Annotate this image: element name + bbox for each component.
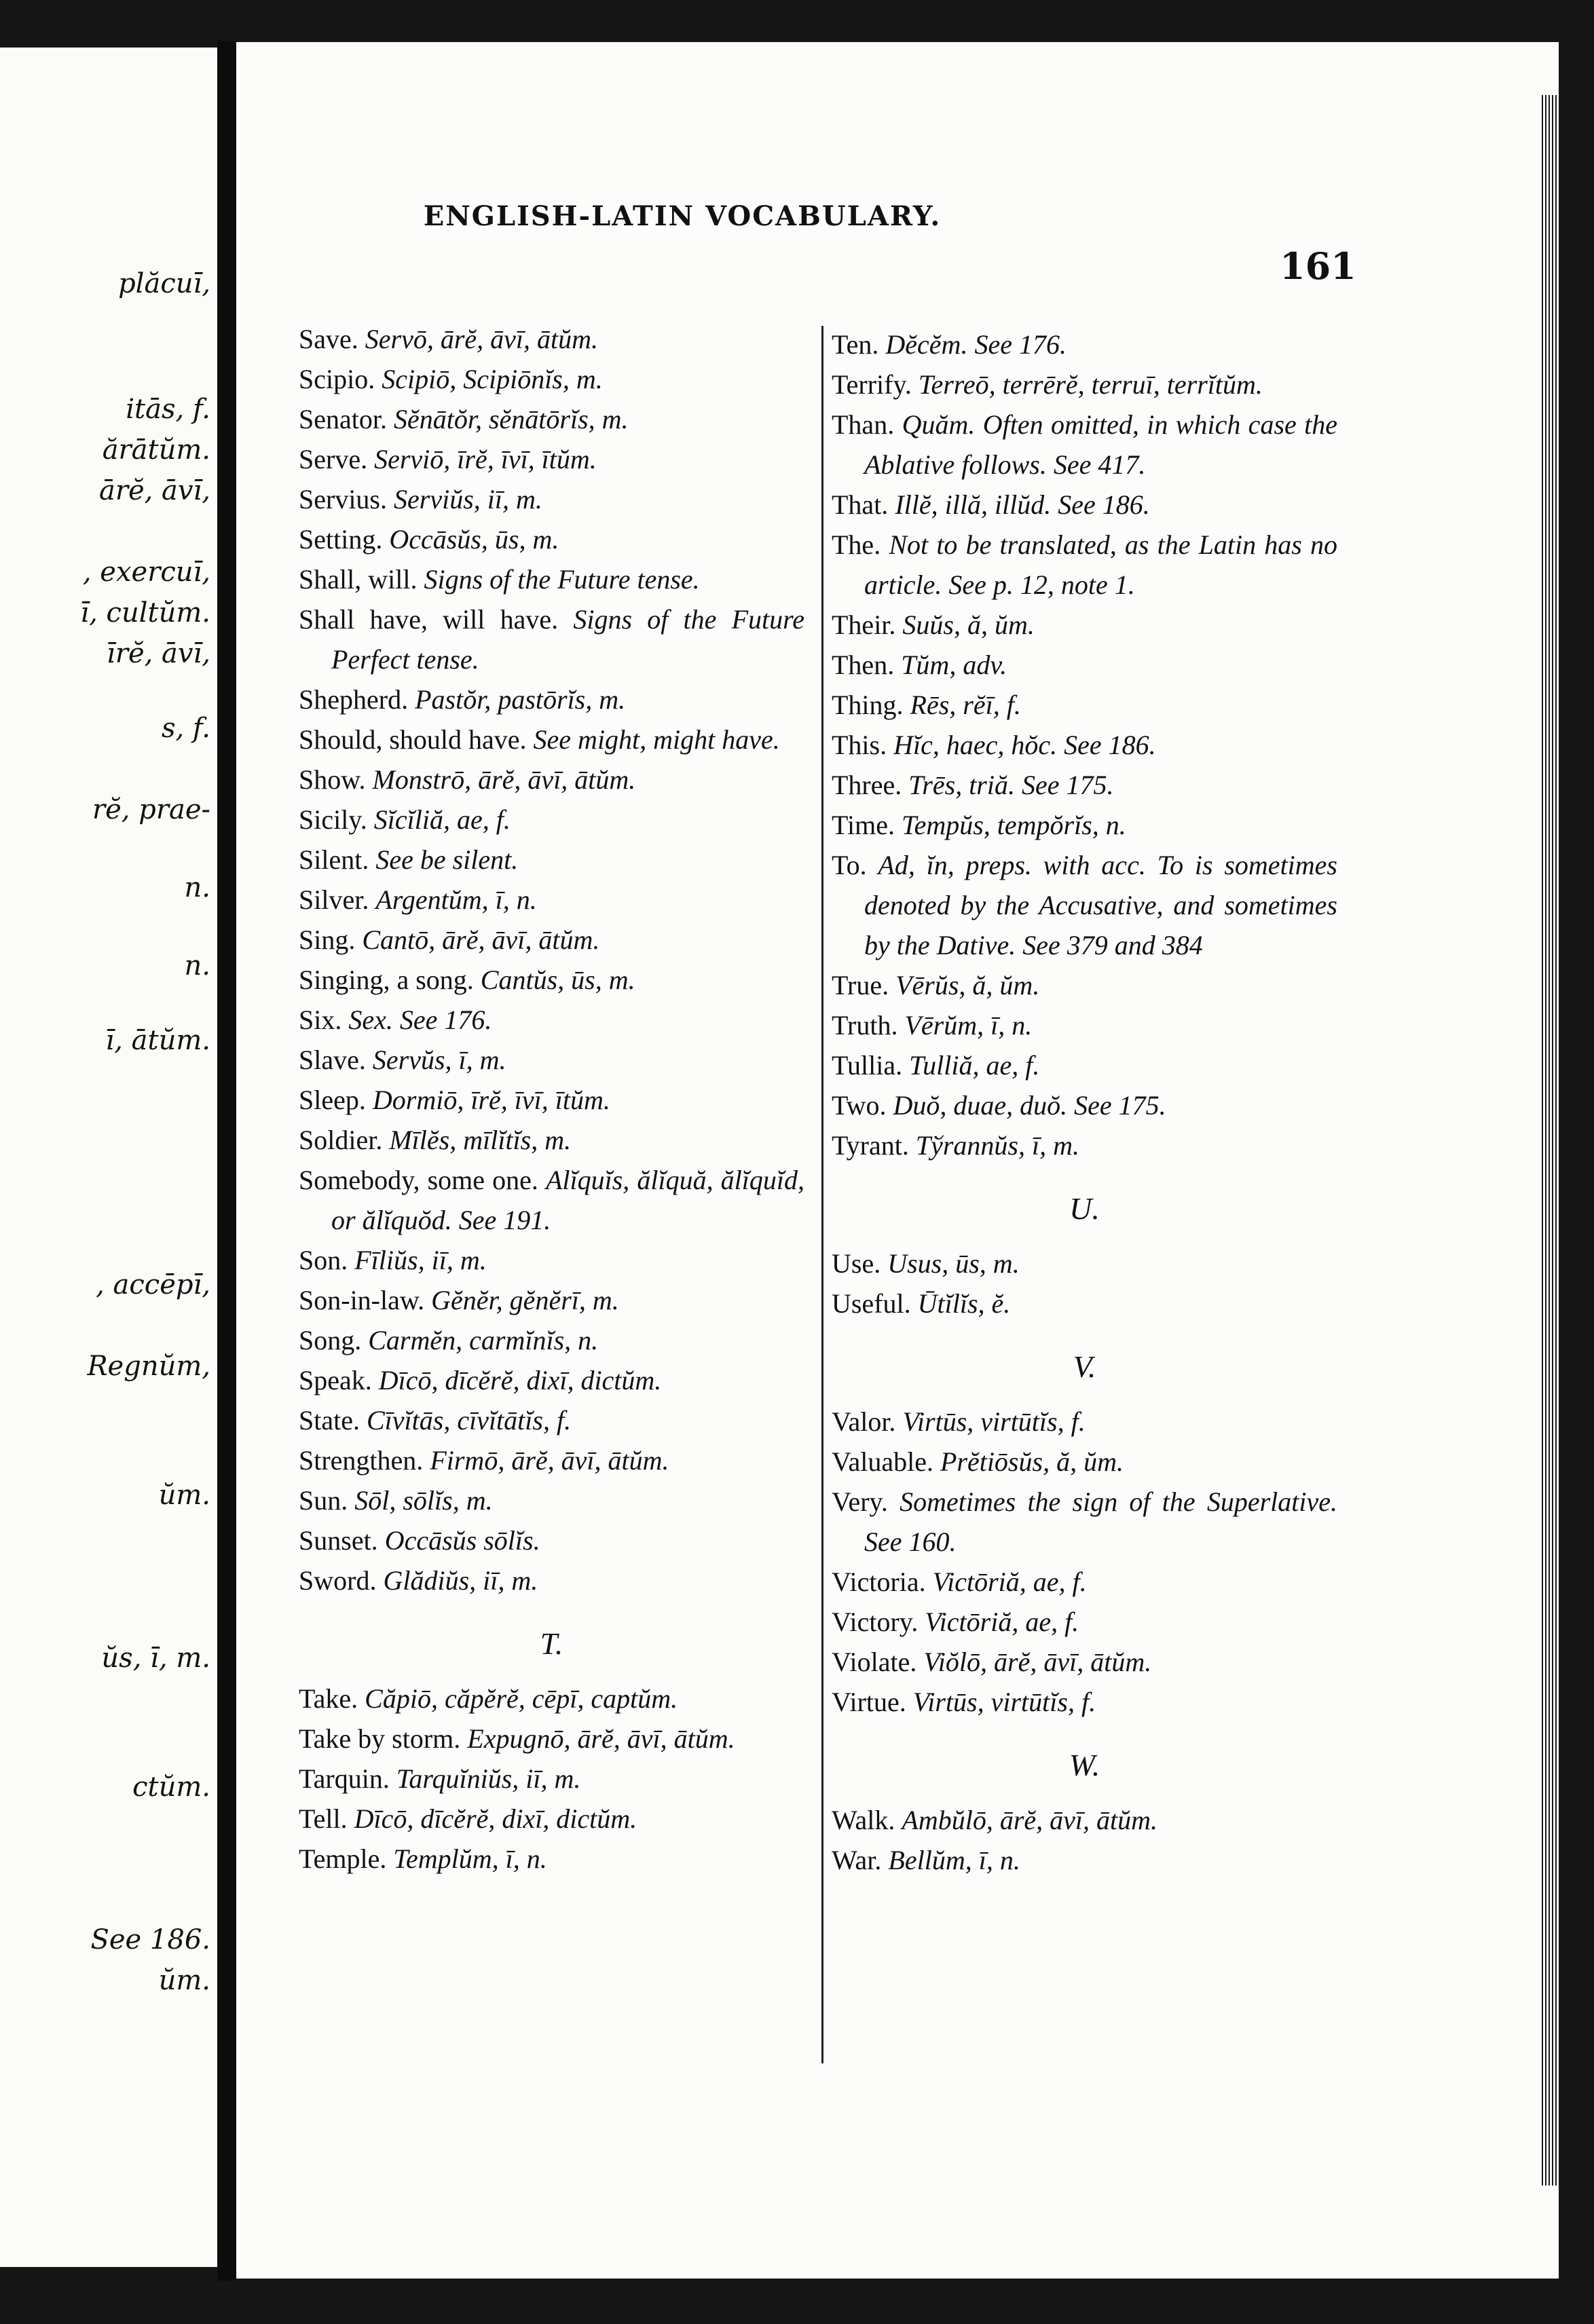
latin-definition: Serviŭs, iī, m. [394, 484, 542, 514]
vocab-entry [832, 845, 1337, 965]
english-headword: Thing. [832, 690, 904, 720]
english-headword: That. [832, 489, 889, 520]
letter-heading: T. [540, 1626, 563, 1661]
latin-definition: Cantŭs, ūs, m. [480, 964, 635, 995]
english-headword: True. [832, 970, 889, 1000]
vocab-entry [299, 479, 804, 519]
latin-definition: Vērŭs, ă, ŭm. [895, 970, 1040, 1000]
vocab-entry [832, 1005, 1337, 1045]
vocab-entry [299, 1040, 804, 1080]
left-page-line: Regnŭm, [87, 1351, 210, 1382]
latin-definition: Hĭc, haec, hŏc. See 186. [893, 730, 1156, 760]
vocab-entry [299, 1719, 804, 1759]
english-headword: Serve. [299, 444, 368, 474]
english-headword: Then. [832, 650, 895, 680]
vocab-entry [299, 920, 804, 960]
latin-definition: Prĕtiōsŭs, ă, ŭm. [940, 1446, 1124, 1477]
left-page-line: ī, cultŭm. [80, 597, 210, 629]
english-headword: Than. [832, 409, 895, 440]
english-headword: Singing, a song. [299, 964, 474, 995]
vocab-entry [299, 1120, 804, 1160]
latin-definition: Tўrannŭs, ī, m. [915, 1130, 1079, 1161]
vocab-entry [832, 525, 1337, 605]
english-headword: Sleep. [299, 1085, 366, 1115]
english-headword: Terrify. [832, 369, 912, 400]
latin-definition: Argentŭm, ī, n. [375, 884, 537, 915]
english-headword: Tyrant. [832, 1130, 909, 1161]
vocab-entry [299, 1320, 804, 1360]
vocab-entry [832, 405, 1337, 485]
latin-definition: Ad, ĭn, preps. with acc. To is sometimes denoted by the Accusative, and sometimes by the Dative. See 379 and 384 [864, 850, 1337, 960]
english-headword: Victory. [832, 1607, 919, 1637]
english-headword: Three. [832, 770, 902, 800]
vocab-entry [832, 1125, 1337, 1165]
latin-definition: Suŭs, ă, ŭm. [902, 610, 1035, 640]
english-headword: This. [832, 730, 887, 760]
vocab-entry [832, 1045, 1337, 1085]
english-headword: Save. [299, 324, 358, 354]
latin-definition: Sōl, sōlĭs, m. [354, 1485, 493, 1516]
left-page-line: rĕ, prae- [92, 794, 210, 825]
vocab-entry [299, 1000, 804, 1040]
latin-definition: Signs of the Future tense. [424, 564, 700, 595]
english-headword: Sword. [299, 1565, 377, 1596]
english-headword: Valor. [832, 1406, 896, 1437]
vocab-entry [832, 965, 1337, 1005]
vocab-entry [299, 1400, 804, 1440]
latin-definition: Sex. See 176. [348, 1005, 492, 1035]
latin-definition: Templŭm, ī, n. [393, 1843, 547, 1874]
vocab-entry [832, 1442, 1337, 1482]
vocab-entry [299, 519, 804, 559]
latin-definition: Viŏlō, ārĕ, āvī, ātŭm. [923, 1647, 1152, 1677]
latin-definition: Servō, ārĕ, āvī, ātŭm. [365, 324, 599, 354]
english-headword: Shepherd. [299, 684, 409, 715]
left-column [299, 319, 804, 1879]
book-gutter [217, 41, 236, 2281]
english-headword: To. [832, 850, 867, 880]
letter-heading: V. [1073, 1349, 1096, 1384]
latin-definition: Cīvĭtās, cīvĭtātĭs, f. [366, 1405, 572, 1436]
vocab-entry [832, 805, 1337, 845]
vocab-entry [299, 359, 804, 399]
english-headword: Senator. [299, 404, 387, 434]
english-headword: Victoria. [832, 1567, 926, 1597]
running-head: ENGLISH-LATIN VOCABULARY. [423, 200, 942, 232]
latin-definition: Signs of the Future Perfect tense. [331, 604, 805, 675]
latin-definition: Alĭquĭs, ălĭquă, ălĭquĭd, or ălĭquŏd. See 191. [331, 1165, 804, 1235]
vocab-entry [299, 840, 804, 880]
vocab-entry [832, 685, 1337, 725]
english-headword: Temple. [299, 1843, 387, 1874]
vocab-entry [299, 800, 804, 840]
left-page-line: ŭs, ī, m. [101, 1643, 210, 1674]
english-headword: Walk. [832, 1805, 895, 1835]
latin-definition: Serviō, īrĕ, īvī, ītŭm. [374, 444, 597, 474]
left-page-line: ŭm. [158, 1965, 210, 1996]
english-headword: The. [832, 529, 881, 560]
latin-definition: Virtūs, virtūtĭs, f. [902, 1406, 1086, 1437]
vocab-entry [299, 599, 804, 679]
english-headword: Six. [299, 1005, 342, 1035]
left-page-line: n. [184, 950, 210, 981]
latin-definition: Not to be translated, as the Latin has no article. See p. 12, note 1. [864, 529, 1338, 600]
latin-definition: Ambŭlō, ārĕ, āvī, ātŭm. [902, 1805, 1158, 1835]
left-page-line: See 186. [90, 1924, 210, 1955]
left-page-line: n. [184, 872, 210, 903]
latin-definition: Gĕnĕr, gĕnĕrī, m. [431, 1285, 619, 1315]
vocab-entry [832, 765, 1337, 805]
vocab-entry [832, 1682, 1337, 1722]
english-headword: Sunset. [299, 1525, 378, 1556]
vocab-entry [299, 1520, 804, 1560]
english-headword: Their. [832, 610, 896, 640]
left-page-line: ctŭm. [132, 1772, 210, 1803]
latin-definition: Bellŭm, ī, n. [888, 1845, 1020, 1875]
english-headword: Take. [299, 1683, 358, 1714]
english-headword: Sun. [299, 1485, 348, 1516]
latin-definition: Victōriă, ae, f. [932, 1567, 1087, 1597]
latin-definition: Căpiō, căpĕrĕ, cēpī, captŭm. [365, 1683, 678, 1714]
vocab-entry [299, 1280, 804, 1320]
english-headword: Time. [832, 810, 895, 840]
vocab-entry [832, 324, 1337, 364]
vocab-entry [832, 1283, 1337, 1324]
vocab-entry [299, 1759, 804, 1799]
english-headword: Scipio. [299, 364, 375, 394]
vocab-entry [299, 760, 804, 800]
latin-definition: Victōriă, ae, f. [925, 1607, 1079, 1637]
left-page-line: ărātŭm. [102, 434, 210, 466]
latin-definition: Firmō, ārĕ, āvī, ātŭm. [430, 1445, 669, 1476]
english-headword: War. [832, 1845, 882, 1875]
vocab-entry [832, 1562, 1337, 1602]
latin-definition: Sĕnātŏr, sĕnātōrĭs, m. [393, 404, 629, 434]
vocab-entry [832, 645, 1337, 685]
vocab-entry [299, 1480, 804, 1520]
vocab-entry [299, 1799, 804, 1839]
english-headword: Take by storm. [299, 1723, 461, 1754]
vocab-entry [299, 1360, 804, 1400]
latin-definition: Monstrō, ārĕ, āvī, ātŭm. [372, 764, 636, 795]
latin-definition: Expugnō, ārĕ, āvī, ātŭm. [467, 1723, 735, 1754]
latin-definition: Fīliŭs, iī, m. [354, 1245, 487, 1275]
english-headword: Ten. [832, 329, 879, 360]
left-page-line: , exercuī, [82, 557, 210, 588]
latin-definition: Tŭm, adv. [901, 650, 1007, 680]
latin-definition: Dīcō, dīcĕrĕ, dixī, dictŭm. [378, 1365, 662, 1395]
latin-definition: Sometimes the sign of the Superlative. See 160. [864, 1486, 1337, 1557]
english-headword: Somebody, some one. [299, 1165, 538, 1195]
latin-definition: Rēs, rĕī, f. [910, 690, 1021, 720]
vocab-entry [832, 725, 1337, 765]
vocab-entry [299, 880, 804, 920]
vocab-entry [299, 1560, 804, 1600]
latin-definition: Occāsŭs sōlĭs. [384, 1525, 540, 1556]
left-page-line: ŭm. [158, 1480, 210, 1511]
latin-definition: Tarquĭniŭs, iī, m. [396, 1763, 581, 1794]
english-headword: Virtue. [832, 1687, 906, 1717]
letter-heading: W. [1069, 1748, 1100, 1782]
english-headword: Speak. [299, 1365, 372, 1395]
english-headword: Very. [832, 1486, 888, 1517]
vocab-entry [299, 719, 804, 760]
vocab-entry [299, 1679, 804, 1719]
latin-definition: Ūtĭlĭs, ĕ. [917, 1288, 1011, 1319]
english-headword: Two. [832, 1090, 887, 1121]
english-headword: Son-in-law. [299, 1285, 425, 1315]
vocab-entry [832, 1800, 1337, 1840]
latin-definition: Tulliă, ae, f. [909, 1050, 1040, 1081]
latin-definition: See be silent. [375, 844, 519, 875]
english-headword: Should, should have. [299, 724, 527, 755]
vocab-entry [299, 960, 804, 1000]
english-headword: Strengthen. [299, 1445, 424, 1476]
vocab-entry [832, 1602, 1337, 1642]
english-headword: Soldier. [299, 1125, 383, 1155]
left-page-fragment [0, 48, 217, 2267]
latin-definition: Dīcō, dīcĕrĕ, dixī, dictŭm. [354, 1803, 637, 1834]
english-headword: State. [299, 1405, 360, 1436]
vocab-entry [299, 1080, 804, 1120]
vocab-entry [832, 1482, 1337, 1562]
right-column [832, 324, 1337, 1880]
left-page-line: plăcuī, [118, 268, 210, 299]
latin-definition: Glădiŭs, iī, m. [383, 1565, 538, 1596]
english-headword: Servius. [299, 484, 387, 514]
english-headword: Son. [299, 1245, 348, 1275]
english-headword: Violate. [832, 1647, 917, 1677]
vocab-entry [299, 1240, 804, 1280]
left-page-line: itās, f. [126, 394, 210, 425]
vocab-entry [299, 319, 804, 359]
vocab-entry [832, 1085, 1337, 1125]
latin-definition: Dormiō, īrĕ, īvī, ītŭm. [372, 1085, 610, 1115]
english-headword: Tell. [299, 1803, 348, 1834]
english-headword: Shall, will. [299, 564, 418, 595]
left-page-line: , accēpī, [96, 1269, 210, 1300]
english-headword: Song. [299, 1325, 362, 1355]
latin-definition: Terreō, terrērĕ, terruī, terrĭtŭm. [918, 369, 1263, 400]
latin-definition: Cantō, ārĕ, āvī, ātŭm. [362, 924, 600, 955]
left-page-line: ārĕ, āvī, [98, 475, 210, 506]
english-headword: Sicily. [299, 804, 367, 835]
latin-definition: Pastŏr, pastōrĭs, m. [415, 684, 626, 715]
latin-definition: Dĕcĕm. See 176. [885, 329, 1067, 360]
latin-definition: Illĕ, illă, illŭd. See 186. [895, 489, 1150, 520]
english-headword: Setting. [299, 524, 383, 555]
latin-definition: Duŏ, duae, duŏ. See 175. [893, 1090, 1166, 1121]
english-headword: Truth. [832, 1010, 898, 1041]
english-headword: Silver. [299, 884, 369, 915]
latin-definition: Quăm. Often omitted, in which case the Ablative follows. See 417. [864, 409, 1337, 480]
latin-definition: Sĭcĭliă, ae, f. [373, 804, 511, 835]
vocab-entry [832, 1243, 1337, 1283]
latin-definition: Servŭs, ī, m. [372, 1045, 506, 1075]
english-headword: Slave. [299, 1045, 366, 1075]
english-headword: Use. [832, 1248, 881, 1279]
latin-definition: Vērŭm, ī, n. [904, 1010, 1033, 1041]
vocab-entry [832, 1840, 1337, 1880]
vocab-entry [832, 485, 1337, 525]
english-headword: Show. [299, 764, 366, 795]
vocab-entry [299, 559, 804, 599]
vocab-entry [299, 679, 804, 719]
latin-definition: Trēs, triă. See 175. [908, 770, 1114, 800]
vocab-entry [299, 1440, 804, 1480]
vocab-entry [299, 1839, 804, 1879]
left-page-line: ī, ātŭm. [105, 1025, 210, 1056]
latin-definition: Occāsŭs, ūs, m. [389, 524, 559, 555]
english-headword: Silent. [299, 844, 369, 875]
latin-definition: Usus, ūs, m. [887, 1248, 1020, 1279]
english-headword: Useful. [832, 1288, 911, 1319]
latin-definition: Tempŭs, tempŏrĭs, n. [902, 810, 1126, 840]
english-headword: Valuable. [832, 1446, 933, 1477]
latin-definition: Carmĕn, carmĭnĭs, n. [368, 1325, 599, 1355]
vocab-entry [299, 399, 804, 439]
page-number: 161 [1280, 244, 1356, 288]
vocab-entry [832, 1402, 1337, 1442]
vocab-entry [832, 364, 1337, 405]
latin-definition: Mīlĕs, mīlĭtĭs, m. [389, 1125, 572, 1155]
left-page-line: s, f. [161, 713, 210, 744]
english-headword: Shall have, will have. [299, 604, 559, 635]
vocab-entry [832, 1642, 1337, 1682]
english-headword: Tarquin. [299, 1763, 390, 1794]
page-edge [1540, 95, 1557, 2186]
english-headword: Tullia. [832, 1050, 903, 1081]
column-rule [821, 326, 823, 2063]
latin-definition: Virtūs, virtūtĭs, f. [912, 1687, 1096, 1717]
letter-heading: U. [1069, 1191, 1100, 1226]
english-headword: Sing. [299, 924, 356, 955]
left-page-line: īrĕ, āvī, [107, 638, 210, 669]
latin-definition: See might, might have. [533, 724, 780, 755]
vocab-entry [832, 605, 1337, 645]
vocab-entry [299, 439, 804, 479]
latin-definition: Scipiō, Scipiōnĭs, m. [382, 364, 603, 394]
vocab-entry [299, 1160, 804, 1240]
